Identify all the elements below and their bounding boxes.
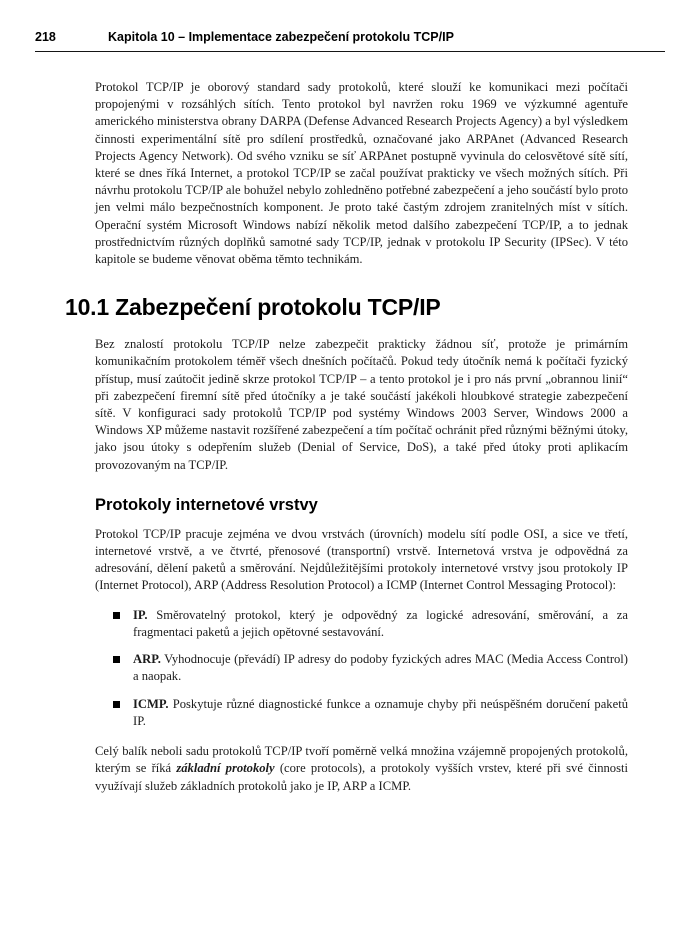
square-bullet-icon — [113, 656, 120, 663]
page-header — [35, 30, 665, 44]
closing-text-end: (core protocols), a protokoly vyšších vrstev, které při své činnosti využívají služeb základních protokolů jako je IP, ARP a ICMP. — [95, 761, 628, 793]
list-item — [113, 607, 628, 641]
list-item-text — [133, 651, 628, 685]
list-item-text — [133, 607, 628, 641]
closing-paragraph — [95, 743, 628, 795]
square-bullet-icon — [113, 612, 120, 619]
list-item-text — [133, 696, 628, 730]
list-item — [113, 696, 628, 730]
subsection-paragraph: Protokol TCP/IP pracuje zejména ve dvou vrstvách (úrovních) modelu sítí podle OSI, a sice ve třetí, internetové vrstvě, a ve čtvrté, přenosové (transportní) vrstvě. Internetová vrstva je odpovědná za adresování, dělení paketů a směrování. Nejdůležitějšími protokoly internetové vrstvy jsou protokoly IP (Internet Protocol), ARP (Address Resolution Protocol) a ICMP (Internet Control Messaging Protocol): — [95, 526, 628, 593]
chapter-title: Kapitola 10 – Implementace zabezpečení protokolu TCP/IP — [108, 30, 454, 44]
subsection-title: Protokoly internetové vrstvy — [95, 495, 318, 514]
section-paragraph: Bez znalostí protokolu TCP/IP nelze zabezpečit prakticky žádnou síť, protože je primárním komunikačním protokolem téměř všech dnešních počítačů. Pokud tedy útočník nemá k počítači fyzický přístup, musí zaútočit jedině skrze protokol TCP/IP – a tento protokol je i pro nás první „obrannou linií“ při zabezpečení firemní sítě před útočníky a je také součástí jakékoli hloubkové strategie zabezpečení sítě. V konfiguraci sady protokolů TCP/IP pod systémy Windows 2003 Server, Windows 2000 a Windows XP můžeme nastavit rozšířené zabezpečení a tím počítač ochránit před různými běžnými útoky, jako jsou útoky s odepřením služeb (Denial of Service, DoS), a také před útoky proti aplikacím provozovaným na TCP/IP. — [95, 337, 628, 472]
protocol-list — [113, 607, 628, 730]
list-item — [113, 651, 628, 685]
header-rule — [35, 51, 665, 52]
intro-paragraph: Protokol TCP/IP je oborový standard sady protokolů, které slouží ke komunikaci mezi počítači propojenými v rozsáhlých sítích. Tento protokol byl navržen roku 1969 ve výzkumné agentuře amerického ministerstva obrany DARPA (Defense Advanced Research Projects Agency) a byl výsledkem činnosti experimentální sítě pro sdílení prostředků, označované jako ARPAnet (Advanced Research Projects Agency Network). Od svého vzniku se síť ARPAnet postupně vyvinula do celosvětové sítě sítí, které se dnes říká Internet, a protokol TCP/IP se začal používat prakticky ve všech možných sítích. Při návrhu protokolu TCP/IP ale bohužel nebylo zohledněno potřebné zabezpečení a jeho součástí bylo proto jen velmi málo bezpečnostních komponent. Je proto také častým zdrojem zranitelných míst v sítích. Operační systém Microsoft Windows nabízí několik metod dalšího zabezpečení TCP/IP, a to jednak prostřednictvím různých doplňků samotné sady TCP/IP, jednak v protokolu IP Security (IPSec). V této kapitole se budeme věnovat oběma těmto technikám. — [95, 80, 628, 267]
protocol-description: Poskytuje různé diagnostické funkce a oznamuje chyby při neúspěšném doručení paketů IP. — [133, 697, 628, 729]
page-content — [65, 79, 629, 795]
protocol-term: IP. — [133, 607, 148, 622]
section-title: 10.1 Zabezpečení protokolu TCP/IP — [65, 294, 441, 321]
protocol-term: ICMP. — [133, 697, 169, 712]
protocol-description: Směrovatelný protokol, který je odpovědný za logické adresování, směrování, a za fragmentaci paketů a jejich opětovné sestavování. — [133, 607, 628, 639]
closing-text-start: Celý balík neboli sadu protokolů TCP/IP tvoří poměrně velká množina vzájemně propojených protokolů, kterým se říká — [95, 744, 628, 776]
page-number: 218 — [35, 30, 56, 44]
emphasized-term: základní protokoly — [176, 761, 275, 776]
protocol-description: Vyhodnocuje (převádí) IP adresy do podoby fyzických adres MAC (Media Access Control) a naopak. — [133, 652, 629, 684]
square-bullet-icon — [113, 701, 120, 708]
protocol-term: ARP. — [133, 652, 161, 667]
